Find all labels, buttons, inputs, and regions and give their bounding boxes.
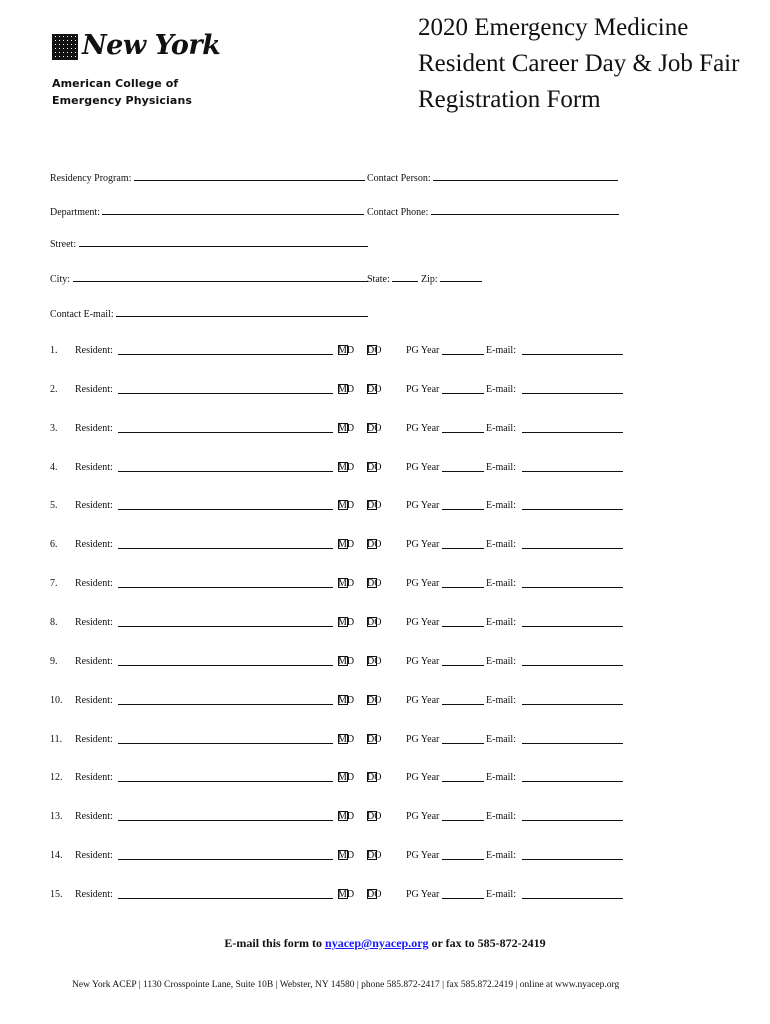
residency-program-field — [50, 171, 365, 184]
resident-name-line[interactable] — [118, 850, 333, 860]
zip-label: Zip: — [421, 274, 438, 285]
resident-number: 13. — [50, 811, 63, 823]
resident-name-line[interactable] — [118, 656, 333, 666]
resident-name-line[interactable] — [118, 617, 333, 627]
resident-email-line[interactable] — [522, 734, 623, 744]
resident-number: 2. — [50, 383, 58, 395]
nyacep-email-link[interactable]: nyacep@nyacep.org — [325, 936, 429, 950]
resident-email-label: E-mail: — [486, 772, 516, 784]
resident-row — [50, 850, 630, 864]
pg-year-label: PG Year — [406, 539, 440, 551]
resident-row — [50, 345, 630, 359]
pg-year-line[interactable] — [442, 734, 484, 744]
street-line[interactable] — [79, 237, 368, 247]
resident-name-line[interactable] — [118, 772, 333, 782]
do-label: DO — [367, 616, 382, 628]
resident-number: 5. — [50, 500, 58, 512]
resident-number: 8. — [50, 616, 58, 628]
department-label: Department: — [50, 207, 100, 218]
contact-person-field — [367, 171, 618, 184]
resident-email-label: E-mail: — [486, 655, 516, 667]
pg-year-line[interactable] — [442, 500, 484, 510]
title-line-1: 2020 Emergency Medicine — [418, 14, 689, 41]
pg-year-label: PG Year — [406, 345, 440, 356]
pg-year-label: PG Year — [406, 850, 440, 862]
pg-year-label: PG Year — [406, 888, 440, 900]
resident-email-label: E-mail: — [486, 500, 516, 512]
md-label: MD — [338, 383, 355, 395]
resident-name-line[interactable] — [118, 423, 333, 433]
pg-year-line[interactable] — [442, 772, 484, 782]
resident-email-label: E-mail: — [486, 539, 516, 551]
md-label: MD — [338, 694, 355, 706]
resident-number: 10. — [50, 694, 63, 706]
logo-line-1: American College of — [52, 77, 179, 90]
do-label: DO — [367, 850, 382, 862]
resident-label: Resident: — [75, 383, 113, 395]
zip-line[interactable] — [440, 272, 482, 282]
contact-email-label: Contact E-mail: — [50, 309, 114, 320]
city-label: City: — [50, 274, 71, 285]
resident-number: 3. — [50, 422, 58, 434]
resident-email-line[interactable] — [522, 811, 623, 821]
submission-suffix: or fax to 585-872-2419 — [431, 936, 546, 950]
state-label: State: — [367, 274, 390, 285]
do-label: DO — [367, 655, 382, 667]
md-label: MD — [338, 422, 355, 434]
resident-number: 14. — [50, 850, 63, 862]
residency-program-line[interactable] — [134, 171, 365, 181]
do-label: DO — [367, 422, 382, 434]
md-label: MD — [338, 500, 355, 512]
resident-label: Resident: — [75, 345, 113, 356]
do-label: DO — [367, 578, 382, 590]
logo-name: New York — [82, 30, 221, 61]
resident-name-line[interactable] — [118, 462, 333, 472]
pg-year-label: PG Year — [406, 461, 440, 473]
resident-label: Resident: — [75, 694, 113, 706]
resident-label: Resident: — [75, 850, 113, 862]
pg-year-line[interactable] — [442, 695, 484, 705]
resident-label: Resident: — [75, 772, 113, 784]
pg-year-line[interactable] — [442, 345, 484, 355]
resident-email-label: E-mail: — [486, 733, 516, 745]
resident-number: 11. — [50, 733, 63, 745]
do-label: DO — [367, 694, 382, 706]
resident-email-label: E-mail: — [486, 383, 516, 395]
md-label: MD — [338, 811, 355, 823]
md-label: MD — [338, 578, 355, 590]
acep-logo — [52, 30, 221, 114]
do-label: DO — [367, 500, 382, 512]
resident-email-label: E-mail: — [486, 345, 516, 356]
resident-number: 4. — [50, 461, 58, 473]
resident-name-line[interactable] — [118, 578, 333, 588]
pg-year-line[interactable] — [442, 656, 484, 666]
md-label: MD — [338, 888, 355, 900]
pg-year-line[interactable] — [442, 889, 484, 899]
form-title — [418, 10, 739, 118]
contact-phone-line[interactable] — [431, 205, 619, 215]
resident-label: Resident: — [75, 500, 113, 512]
do-label: DO — [367, 733, 382, 745]
resident-label: Resident: — [75, 539, 113, 551]
do-label: DO — [367, 345, 382, 356]
resident-number: 12. — [50, 772, 63, 784]
resident-email-line[interactable] — [522, 889, 623, 899]
resident-name-line[interactable] — [118, 695, 333, 705]
resident-email-line[interactable] — [522, 695, 623, 705]
md-label: MD — [338, 461, 355, 473]
state-line[interactable] — [392, 272, 418, 282]
resident-name-line[interactable] — [118, 539, 333, 549]
resident-row — [50, 617, 630, 631]
pg-year-line[interactable] — [442, 539, 484, 549]
resident-row — [50, 462, 630, 476]
resident-email-label: E-mail: — [486, 578, 516, 590]
resident-label: Resident: — [75, 888, 113, 900]
pg-year-label: PG Year — [406, 616, 440, 628]
logo-grid-icon — [52, 34, 78, 60]
resident-row — [50, 500, 630, 514]
resident-name-line[interactable] — [118, 384, 333, 394]
do-label: DO — [367, 539, 382, 551]
street-label: Street: — [50, 239, 77, 250]
resident-number: 15. — [50, 888, 63, 900]
resident-email-line[interactable] — [522, 850, 623, 860]
resident-email-label: E-mail: — [486, 616, 516, 628]
resident-label: Resident: — [75, 422, 113, 434]
do-label: DO — [367, 461, 382, 473]
pg-year-line[interactable] — [442, 423, 484, 433]
contact-email-field — [50, 307, 368, 320]
resident-email-label: E-mail: — [486, 422, 516, 434]
md-label: MD — [338, 772, 355, 784]
title-line-2: Resident Career Day & Job Fair — [418, 50, 740, 77]
resident-number: 6. — [50, 539, 58, 551]
md-label: MD — [338, 539, 355, 551]
resident-label: Resident: — [75, 811, 113, 823]
resident-email-line[interactable] — [522, 423, 623, 433]
pg-year-label: PG Year — [406, 422, 440, 434]
contact-person-label: Contact Person: — [367, 173, 431, 184]
pg-year-line[interactable] — [442, 462, 484, 472]
resident-email-line[interactable] — [522, 345, 623, 355]
resident-email-label: E-mail: — [486, 694, 516, 706]
resident-row — [50, 656, 630, 670]
resident-email-line[interactable] — [522, 617, 623, 627]
pg-year-line[interactable] — [442, 384, 484, 394]
pg-year-label: PG Year — [406, 811, 440, 823]
resident-email-line[interactable] — [522, 462, 623, 472]
md-label: MD — [338, 616, 355, 628]
pg-year-label: PG Year — [406, 383, 440, 395]
resident-name-line[interactable] — [118, 889, 333, 899]
resident-row — [50, 734, 630, 748]
pg-year-label: PG Year — [406, 733, 440, 745]
do-label: DO — [367, 383, 382, 395]
resident-label: Resident: — [75, 733, 113, 745]
resident-name-line[interactable] — [118, 811, 333, 821]
resident-label: Resident: — [75, 655, 113, 667]
resident-email-line[interactable] — [522, 539, 623, 549]
resident-row — [50, 811, 630, 825]
resident-email-label: E-mail: — [486, 811, 516, 823]
pg-year-label: PG Year — [406, 694, 440, 706]
resident-label: Resident: — [75, 578, 113, 590]
resident-label: Resident: — [75, 616, 113, 628]
resident-email-line[interactable] — [522, 500, 623, 510]
state-field — [367, 272, 418, 285]
resident-row — [50, 578, 630, 592]
submission-prefix: E-mail this form to — [224, 936, 323, 950]
city-field — [50, 272, 368, 285]
pg-year-line[interactable] — [442, 850, 484, 860]
title-line-3: Registration Form — [418, 86, 601, 113]
contact-phone-label: Contact Phone: — [367, 207, 429, 218]
pg-year-line[interactable] — [442, 811, 484, 821]
md-label: MD — [338, 733, 355, 745]
pg-year-label: PG Year — [406, 500, 440, 512]
city-line[interactable] — [73, 272, 368, 282]
do-label: DO — [367, 772, 382, 784]
street-field — [50, 237, 368, 250]
contact-phone-field — [367, 205, 619, 218]
zip-field — [421, 272, 482, 285]
resident-row — [50, 539, 630, 553]
contact-person-line[interactable] — [433, 171, 618, 181]
resident-email-label: E-mail: — [486, 888, 516, 900]
submission-instructions — [0, 936, 770, 951]
resident-row — [50, 889, 630, 903]
resident-label: Resident: — [75, 461, 113, 473]
resident-number: 7. — [50, 578, 58, 590]
pg-year-label: PG Year — [406, 578, 440, 590]
pg-year-line[interactable] — [442, 578, 484, 588]
md-label: MD — [338, 655, 355, 667]
resident-row — [50, 384, 630, 398]
do-label: DO — [367, 888, 382, 900]
resident-email-line[interactable] — [522, 656, 623, 666]
md-label: MD — [338, 850, 355, 862]
department-line[interactable] — [102, 205, 364, 215]
department-field — [50, 205, 364, 218]
resident-email-line[interactable] — [522, 772, 623, 782]
resident-email-line[interactable] — [522, 384, 623, 394]
do-label: DO — [367, 811, 382, 823]
resident-row — [50, 772, 630, 786]
resident-number: 1. — [50, 345, 58, 356]
resident-name-line[interactable] — [118, 345, 333, 355]
resident-email-label: E-mail: — [486, 850, 516, 862]
resident-email-label: E-mail: — [486, 461, 516, 473]
resident-row — [50, 695, 630, 709]
pg-year-label: PG Year — [406, 655, 440, 667]
resident-row — [50, 423, 630, 437]
logo-line-2: Emergency Physicians — [52, 94, 193, 107]
resident-name-line[interactable] — [118, 734, 333, 744]
md-label: MD — [338, 345, 355, 356]
resident-name-line[interactable] — [118, 500, 333, 510]
pg-year-label: PG Year — [406, 772, 440, 784]
contact-email-line[interactable] — [116, 307, 368, 317]
resident-email-line[interactable] — [522, 578, 623, 588]
resident-number: 9. — [50, 655, 58, 667]
residency-program-label: Residency Program: — [50, 173, 132, 184]
footer-address: New York ACEP | 1130 Crosspointe Lane, Suite 10B | Webster, NY 14580 | phone 585.872-2417 | fax 585.872.2419 | online at www.nyacep.org — [72, 980, 620, 990]
pg-year-line[interactable] — [442, 617, 484, 627]
